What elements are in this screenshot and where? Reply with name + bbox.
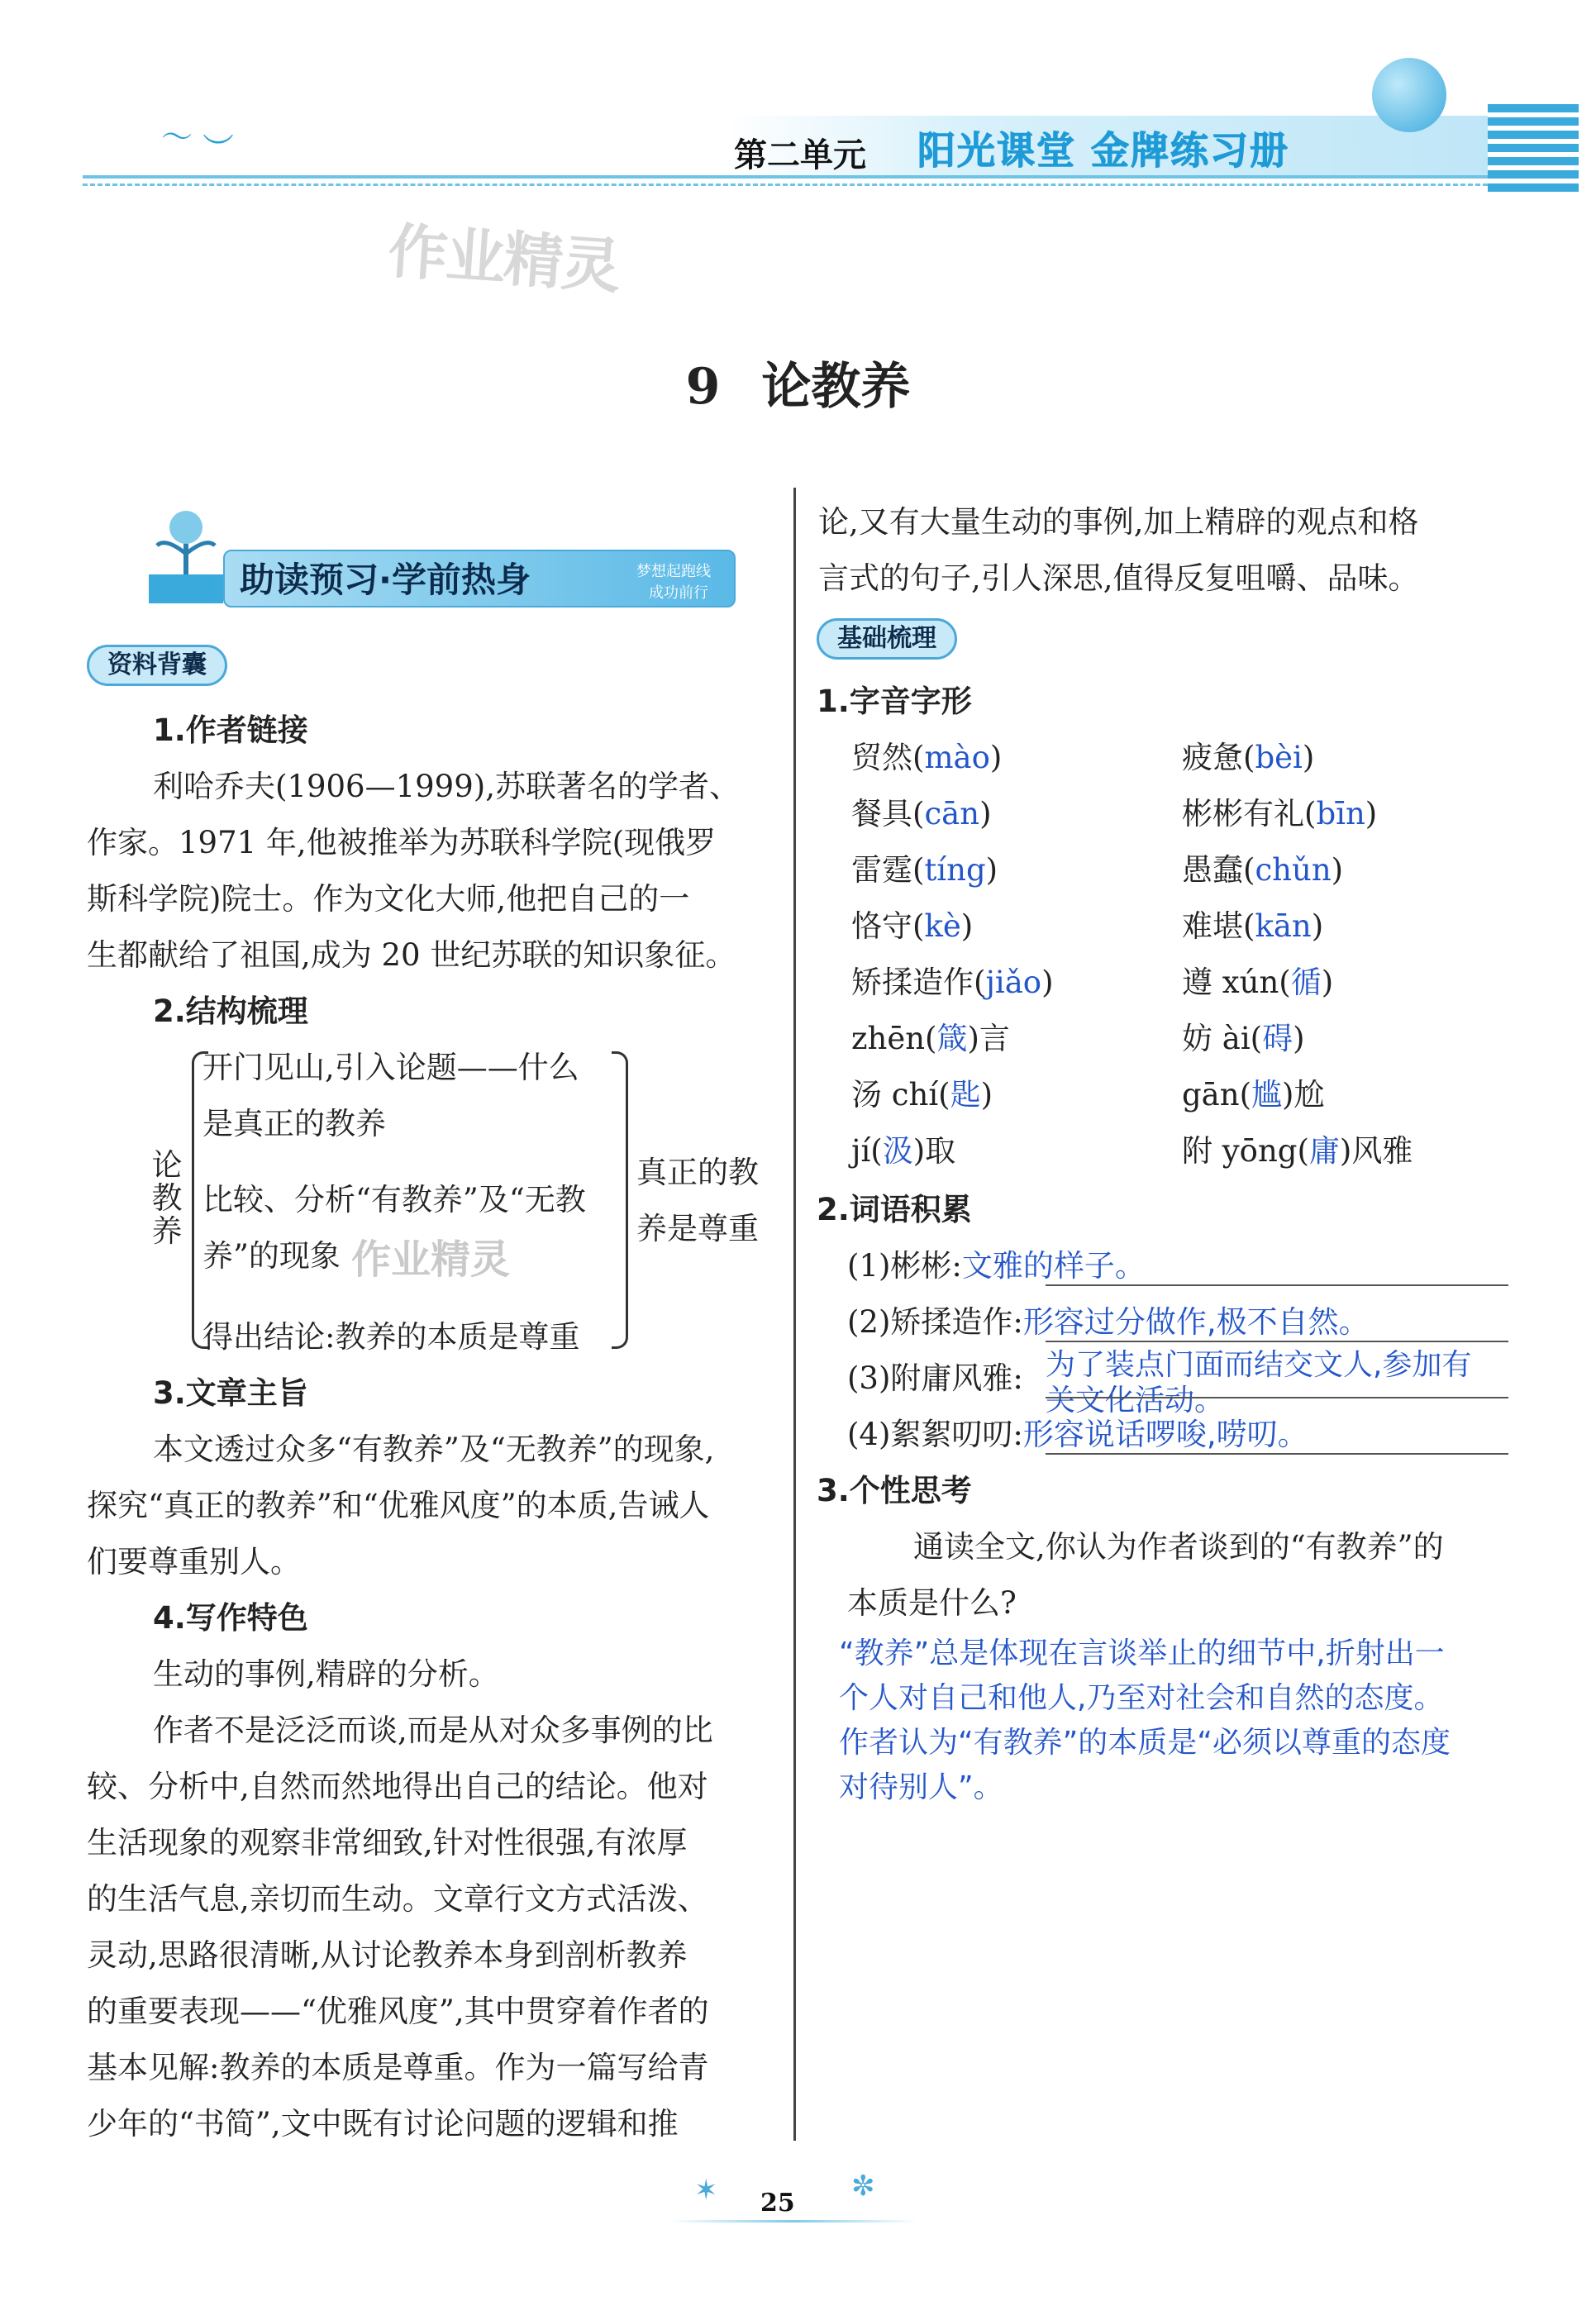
- lesson-title: [0, 347, 1596, 418]
- pinyin-word: 遵 xún(: [1182, 965, 1291, 1000]
- pinyin-end: ): [985, 852, 998, 888]
- vocab-answer: 文雅的样子。: [961, 1248, 1146, 1284]
- paragraph-line: 生活现象的观察非常细致,针对性很强,有浓厚: [87, 1825, 688, 1861]
- pinyin-item: [851, 955, 1054, 1011]
- paragraph-line: 少年的“书简”,文中既有讨论问题的逻辑和推: [87, 2106, 679, 2142]
- page-number: 25: [760, 2189, 795, 2218]
- paragraph-line: 较、分析中,自然而然地得出自己的结论。他对: [87, 1769, 708, 1804]
- pinyin-end: ): [1365, 796, 1378, 831]
- handwritten-answer: 作者认为“有教养”的本质是“必须以尊重的态度: [839, 1726, 1451, 1760]
- pinyin-answer: 匙: [950, 1077, 981, 1113]
- structure-result: 养是尊重: [636, 1211, 759, 1246]
- star-icon: ✶: [694, 2174, 718, 2207]
- answer-underline: [1046, 1397, 1508, 1398]
- section-heading: 1.字音字形: [817, 684, 972, 719]
- pinyin-word: 矫揉造作(: [851, 965, 986, 1000]
- pinyin-end: ): [960, 908, 974, 944]
- paragraph-line: 探究“真正的教养”和“优雅风度”的本质,告诫人: [87, 1488, 710, 1523]
- vocab-label: (1)彬彬:: [847, 1248, 962, 1284]
- pinyin-word: 恪守(: [851, 908, 925, 944]
- structure-item: 开门见山,引入论题——什么: [202, 1050, 579, 1085]
- structure-item: 得出结论:教养的本质是尊重: [202, 1319, 580, 1355]
- pinyin-answer: mào: [924, 740, 990, 775]
- pinyin-word: jí(: [851, 1133, 883, 1169]
- page-header: [0, 0, 1596, 198]
- pinyin-word: 彬彬有礼(: [1182, 796, 1317, 831]
- pinyin-answer: chǔn: [1255, 852, 1332, 888]
- paragraph-line: 作者不是泛泛而谈,而是从对众多事例的比: [153, 1713, 713, 1748]
- pinyin-word: 愚蠢(: [1182, 852, 1255, 888]
- pinyin-end: )风雅: [1339, 1133, 1413, 1169]
- pinyin-word: 贸然(: [851, 740, 925, 775]
- question-prompt: 通读全文,你认为作者谈到的“有教养”的: [913, 1529, 1444, 1565]
- pinyin-item: [1182, 730, 1314, 786]
- vocab-answer: 关文化活动。: [1046, 1384, 1225, 1417]
- globe-icon: [1372, 58, 1446, 132]
- paragraph-line: 生动的事例,精辟的分析。: [153, 1656, 499, 1692]
- structure-item: 比较、分析“有教养”及“无教: [202, 1182, 586, 1217]
- paragraph-line: 言式的句子,引人深思,值得反复咀嚼、品味。: [818, 560, 1419, 596]
- watermark: 作业精灵: [385, 216, 622, 302]
- pinyin-end: ): [1041, 965, 1054, 1000]
- question-prompt: 本质是什么?: [847, 1585, 1017, 1621]
- pinyin-end: ): [979, 796, 992, 831]
- unit-label: 第二单元: [734, 136, 866, 174]
- paragraph-line: 的重要表现——“优雅风度”,其中贯穿着作者的: [87, 1994, 709, 2029]
- banner-subtitle: 成功前行: [649, 584, 708, 602]
- paragraph-line: 灵动,思路很清晰,从讨论教养本身到剖析教养: [87, 1937, 688, 1973]
- pinyin-end: ): [1311, 908, 1324, 944]
- vocab-label: (4)絮絮叨叨:: [847, 1417, 1023, 1452]
- paragraph-line: 作家。1971 年,他被推举为苏联科学院(现俄罗: [87, 825, 717, 860]
- pinyin-answer: tíng: [924, 852, 986, 888]
- banner-title: 助读预习·学前热身: [240, 560, 531, 600]
- pinyin-end: )尬: [1282, 1077, 1325, 1113]
- pinyin-answer: 箴: [936, 1021, 968, 1056]
- tag-basics: 基础梳理: [817, 618, 957, 660]
- structure-item: 是真正的教养: [202, 1106, 386, 1141]
- pinyin-end: )取: [912, 1133, 956, 1169]
- section-heading: 4.写作特色: [153, 1600, 308, 1636]
- watermark: 作业精灵: [351, 1236, 511, 1283]
- paragraph-line: 斯科学院)院士。作为文化大师,他把自己的一: [87, 881, 690, 917]
- answer-underline: [1046, 1453, 1508, 1455]
- pinyin-item: [1182, 1011, 1305, 1067]
- paragraph-line: 生都献给了祖国,成为 20 世纪苏联的知识象征。: [87, 937, 736, 973]
- bird-icon: ︶: [202, 131, 235, 168]
- pinyin-item: [851, 786, 992, 842]
- tag-materials: 资料背囊: [87, 645, 227, 686]
- pinyin-item: [1182, 842, 1343, 898]
- lesson-name: 论教养: [761, 358, 911, 416]
- pinyin-word: 疲惫(: [1182, 740, 1255, 775]
- pinyin-item: [1182, 786, 1377, 842]
- vocab-answer: 形容说话啰唆,唠叨。: [1022, 1417, 1308, 1452]
- pinyin-item: [1182, 1067, 1324, 1123]
- plant-icon: [149, 504, 223, 603]
- pinyin-answer: 循: [1290, 965, 1322, 1000]
- structure-root: [150, 1149, 183, 1248]
- pinyin-word: 餐具(: [851, 796, 925, 831]
- handwritten-answer: 对待别人”。: [839, 1770, 1003, 1804]
- pinyin-item: [851, 1011, 1010, 1067]
- pinyin-answer: 尴: [1251, 1077, 1283, 1113]
- structure-root-text: 论教养: [151, 1147, 183, 1249]
- pinyin-item: [851, 730, 1002, 786]
- handwritten-answer: “教养”总是体现在言谈举止的细节中,折射出一: [839, 1637, 1445, 1670]
- pinyin-word: 附 yōng(: [1182, 1133, 1309, 1169]
- pinyin-word: zhēn(: [851, 1021, 937, 1056]
- pinyin-answer: kān: [1255, 908, 1312, 944]
- pinyin-answer: kè: [924, 908, 961, 944]
- pinyin-word: 难堪(: [1182, 908, 1255, 944]
- vocab-answer: 形容过分做作,极不自然。: [1022, 1304, 1370, 1340]
- pinyin-item: [1182, 898, 1323, 955]
- header-stripes: [1488, 101, 1579, 192]
- column-divider: [793, 488, 796, 2141]
- pinyin-answer: bīn: [1316, 796, 1365, 831]
- paragraph-line: 本文透过众多“有教养”及“无教养”的现象,: [153, 1432, 715, 1467]
- vocab-label: (2)矫揉造作:: [847, 1304, 1023, 1340]
- paragraph-line: 论,又有大量生动的事例,加上精辟的观点和格: [818, 504, 1419, 540]
- pinyin-answer: jiǎo: [985, 965, 1042, 1000]
- pinyin-answer: bèi: [1255, 740, 1303, 775]
- pinyin-end: )言: [967, 1021, 1010, 1056]
- section-banner: [116, 541, 752, 607]
- pinyin-item: [1182, 955, 1333, 1011]
- pinyin-item: [851, 842, 998, 898]
- paragraph-line: 们要尊重别人。: [87, 1544, 301, 1579]
- footer-rule: [669, 2220, 917, 2223]
- structure-result: 真正的教: [636, 1155, 759, 1190]
- section-heading: 2.结构梳理: [153, 993, 308, 1029]
- pinyin-end: ): [989, 740, 1003, 775]
- section-heading: 1.作者链接: [153, 712, 308, 748]
- pinyin-answer: 庸: [1308, 1133, 1340, 1169]
- banner-subtitle: 梦想起跑线: [636, 563, 711, 580]
- answer-underline: [1046, 1284, 1508, 1286]
- vocab-label: (3)附庸风雅:: [847, 1360, 1023, 1396]
- pinyin-end: ): [1302, 740, 1315, 775]
- pinyin-answer: cān: [924, 796, 980, 831]
- pinyin-word: 汤 chí(: [851, 1077, 950, 1113]
- pinyin-word: 雷霆(: [851, 852, 925, 888]
- pinyin-answer: 碍: [1262, 1021, 1293, 1056]
- section-heading: 2.词语积累: [817, 1192, 972, 1227]
- lesson-number: 9: [685, 358, 721, 416]
- pinyin-end: ): [1331, 852, 1344, 888]
- structure-item: 养”的现象: [202, 1238, 341, 1274]
- paragraph-line: 基本见解:教养的本质是尊重。作为一篇写给青: [87, 2050, 709, 2085]
- pinyin-item: [1182, 1123, 1413, 1179]
- section-heading: 3.文章主旨: [153, 1375, 308, 1411]
- flower-icon: ✼: [851, 2170, 875, 2203]
- paragraph-line: 的生活气息,亲切而生动。文章行文方式活泼、: [87, 1881, 708, 1917]
- pinyin-item: [851, 1123, 955, 1179]
- pinyin-item: [851, 1067, 993, 1123]
- pinyin-word: 妨 ài(: [1182, 1021, 1263, 1056]
- pinyin-end: ): [980, 1077, 993, 1113]
- vocab-answer: 为了装点门面而结交文人,参加有: [1046, 1348, 1472, 1382]
- bird-icon: 〜: [161, 119, 193, 155]
- right-brace: [612, 1051, 628, 1349]
- pinyin-answer: 汲: [882, 1133, 913, 1169]
- brand-label: 阳光课堂 金牌练习册: [917, 128, 1290, 173]
- pinyin-word: gān(: [1182, 1077, 1252, 1113]
- pinyin-end: ): [1321, 965, 1334, 1000]
- paragraph-line: 利哈乔夫(1906—1999),苏联著名的学者、: [153, 769, 740, 804]
- pinyin-item: [851, 898, 973, 955]
- vocab-item: [847, 1351, 1023, 1407]
- section-heading: 3.个性思考: [817, 1473, 972, 1508]
- pinyin-end: ): [1293, 1021, 1305, 1056]
- handwritten-answer: 个人对自己和他人,乃至对社会和自然的态度。: [839, 1681, 1444, 1715]
- header-dashed-rule: [83, 183, 1488, 186]
